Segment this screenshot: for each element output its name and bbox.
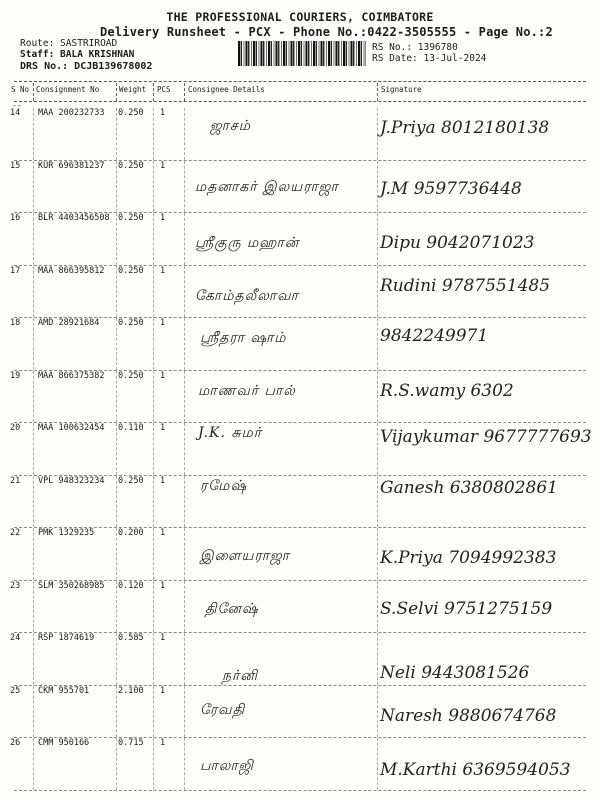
consignee-handwriting: ஸ்ரீகுரு மஹான் xyxy=(195,235,300,251)
signature-handwriting: Dipu 9042071023 xyxy=(380,233,535,253)
weight-value: 0.250 xyxy=(118,160,144,171)
column-separator xyxy=(33,266,34,318)
weight-value: 0.585 xyxy=(118,633,144,643)
column-separator xyxy=(153,318,154,370)
weight-value: 0.250 xyxy=(118,213,144,223)
row-sno: 20 xyxy=(10,423,21,433)
column-separator xyxy=(377,581,378,633)
table-row xyxy=(0,423,600,476)
column-separator xyxy=(153,161,154,213)
consignment-number: BLR 4403456508 xyxy=(38,213,110,223)
consignee-handwriting: கோம்தலீலாவா xyxy=(195,287,299,304)
consignment-number: KUR 696381237 xyxy=(38,160,105,171)
pcs-value: 1 xyxy=(160,370,166,381)
table-row xyxy=(0,213,600,266)
column-separator xyxy=(33,213,34,265)
table-row xyxy=(0,633,600,686)
table-row xyxy=(0,476,600,529)
column-separator xyxy=(153,423,154,475)
consignment-number: MAA 100632454 xyxy=(38,423,105,433)
column-separator xyxy=(184,633,185,685)
weight-value: 0.250 xyxy=(118,108,144,118)
column-separator xyxy=(153,108,154,160)
consignment-number: VPL 948323234 xyxy=(38,475,105,486)
barcode-image xyxy=(238,41,366,66)
column-separator xyxy=(116,423,117,475)
row-divider xyxy=(14,790,586,791)
weight-value: 0.110 xyxy=(118,423,144,433)
consignee-handwriting: பாலாஜி xyxy=(200,758,254,774)
weight-value: 0.200 xyxy=(118,528,144,538)
col-header-pcs: PCS xyxy=(157,85,171,94)
column-separator xyxy=(184,423,185,475)
column-separator xyxy=(116,581,117,633)
signature-handwriting: Neli 9443081526 xyxy=(380,663,530,683)
signature-handwriting: J.M 9597736448 xyxy=(380,178,522,199)
pcs-value: 1 xyxy=(160,423,166,433)
column-separator xyxy=(116,528,117,580)
company-title: THE PROFESSIONAL COURIERS, COIMBATORE xyxy=(166,10,434,24)
weight-value: 0.250 xyxy=(118,265,144,276)
column-separator xyxy=(184,581,185,633)
column-separator xyxy=(377,528,378,580)
column-separator xyxy=(153,476,154,528)
column-separator xyxy=(184,213,185,265)
table-row xyxy=(0,686,600,739)
column-separator xyxy=(33,371,34,423)
column-separator xyxy=(116,266,117,318)
pcs-value: 1 xyxy=(160,213,166,223)
column-separator xyxy=(33,633,34,685)
column-separator xyxy=(377,633,378,685)
consignee-handwriting: மதனாகர் இலயராஜா xyxy=(195,178,339,195)
row-sno: 16 xyxy=(10,213,21,223)
header-divider-bottom xyxy=(14,101,586,102)
signature-handwriting: Ganesh 6380802861 xyxy=(380,477,558,498)
consignment-number: SLM 350268985 xyxy=(38,580,105,591)
table-header xyxy=(0,85,600,99)
row-sno: 25 xyxy=(10,685,21,696)
column-separator xyxy=(33,476,34,528)
pcs-value: 1 xyxy=(160,318,166,328)
column-separator xyxy=(33,738,34,790)
drs-number: DRS No.: DCJB139678002 xyxy=(20,61,153,72)
signature-handwriting: J.Priya 8012180138 xyxy=(380,118,550,138)
pcs-value: 1 xyxy=(160,528,166,538)
column-separator xyxy=(377,371,378,423)
column-separator xyxy=(377,213,378,265)
consignee-handwriting: மாணவர் பால் xyxy=(198,382,296,399)
column-separator xyxy=(377,476,378,528)
col-header-sno: S No xyxy=(11,85,30,94)
signature-handwriting: K.Priya 7094992383 xyxy=(380,548,557,568)
consignee-handwriting: ஜாசம் xyxy=(210,118,252,134)
weight-value: 0.120 xyxy=(118,580,144,591)
col-header-signature: Signature xyxy=(381,85,422,94)
column-separator xyxy=(184,738,185,790)
col-header-consignment: Consignment No xyxy=(36,85,100,94)
column-separator xyxy=(377,266,378,318)
column-separator xyxy=(184,161,185,213)
pcs-value: 1 xyxy=(160,738,166,748)
weight-value: 0.715 xyxy=(118,738,144,748)
column-separator xyxy=(116,476,117,528)
column-separator xyxy=(116,738,117,790)
pcs-value: 1 xyxy=(160,685,166,696)
consignment-number: CKM 955701 xyxy=(38,685,90,696)
consignment-number: MAA 866395812 xyxy=(38,265,105,276)
signature-handwriting: Naresh 9880674768 xyxy=(380,705,557,726)
column-separator xyxy=(184,686,185,738)
consignment-number: AMD 28921684 xyxy=(38,318,100,328)
column-separator xyxy=(184,318,185,370)
consignee-handwriting: ஸ்ரீதரா ஷாம் xyxy=(200,330,287,346)
col-header-weight: Weight xyxy=(119,85,147,94)
row-sno: 21 xyxy=(10,475,21,486)
pcs-value: 1 xyxy=(160,580,166,591)
column-separator xyxy=(116,633,117,685)
column-separator xyxy=(184,371,185,423)
column-separator xyxy=(116,108,117,160)
column-separator xyxy=(33,318,34,370)
header-divider-top xyxy=(14,81,586,82)
column-separator xyxy=(184,476,185,528)
column-separator xyxy=(153,371,154,423)
pcs-value: 1 xyxy=(160,160,166,171)
column-separator xyxy=(153,738,154,790)
runsheet-title: Delivery Runsheet - PCX - Phone No.:0422-3505555 - Page No.:2 xyxy=(100,25,553,39)
row-sno: 24 xyxy=(10,633,21,643)
consignee-handwriting: ரேவதி xyxy=(200,701,246,718)
column-separator xyxy=(377,686,378,738)
signature-handwriting: Vijaykumar 9677777693 xyxy=(380,427,592,447)
consignment-number: MAA 866375382 xyxy=(38,370,105,381)
consignee-handwriting: ரமேஷ் xyxy=(200,477,248,494)
pcs-value: 1 xyxy=(160,108,166,118)
column-separator xyxy=(116,318,117,370)
table-row xyxy=(0,738,600,791)
column-separator xyxy=(33,686,34,738)
col-header-consignee: Consignee Details xyxy=(188,85,265,94)
consignment-number: PMK 1329235 xyxy=(38,528,95,538)
column-separator xyxy=(153,633,154,685)
column-separator xyxy=(33,161,34,213)
weight-value: 0.250 xyxy=(118,318,144,328)
rs-date: RS Date: 13-Jul-2024 xyxy=(372,53,487,64)
column-separator xyxy=(153,686,154,738)
staff-info: Staff: BALA KRISHNAN xyxy=(20,49,135,60)
column-separator xyxy=(377,738,378,790)
consignment-number: CMM 950166 xyxy=(38,738,90,748)
weight-value: 0.250 xyxy=(118,370,144,381)
column-separator xyxy=(184,108,185,160)
row-sno: 26 xyxy=(10,738,21,748)
table-row xyxy=(0,371,600,424)
column-separator xyxy=(184,528,185,580)
signature-handwriting: 9842249971 xyxy=(380,326,489,346)
column-separator xyxy=(33,528,34,580)
column-separator xyxy=(33,108,34,160)
column-separator xyxy=(184,266,185,318)
row-sno: 23 xyxy=(10,580,21,591)
column-separator xyxy=(377,423,378,475)
table-row xyxy=(0,581,600,634)
column-separator xyxy=(153,213,154,265)
header-dash-mark: -- xyxy=(12,101,22,110)
column-separator xyxy=(153,528,154,580)
consignment-number: MAA 200232733 xyxy=(38,108,105,118)
consignment-number: RSP 1874619 xyxy=(38,633,95,643)
pcs-value: 1 xyxy=(160,633,166,643)
table-row xyxy=(0,161,600,214)
column-separator xyxy=(116,371,117,423)
column-separator xyxy=(116,213,117,265)
rs-number: RS No.: 1396780 xyxy=(372,42,458,53)
row-sno: 15 xyxy=(10,160,21,171)
column-separator xyxy=(377,108,378,160)
consignee-handwriting: நர்னி xyxy=(222,668,259,684)
pcs-value: 1 xyxy=(160,265,166,276)
row-sno: 19 xyxy=(10,370,21,381)
row-sno: 22 xyxy=(10,528,21,538)
consignee-handwriting: இளையராஜா xyxy=(200,548,291,564)
consignee-handwriting: J.K. சுமர் xyxy=(198,425,263,441)
column-separator xyxy=(33,581,34,633)
column-separator xyxy=(377,161,378,213)
column-separator xyxy=(116,686,117,738)
table-row xyxy=(0,266,600,319)
row-sno: 18 xyxy=(10,318,21,328)
weight-value: 2.100 xyxy=(118,685,144,696)
signature-handwriting: S.Selvi 9751275159 xyxy=(380,598,553,619)
signature-handwriting: M.Karthi 6369594053 xyxy=(380,760,571,780)
table-row xyxy=(0,318,600,371)
route-info: Route: SASTRIROAD xyxy=(20,38,118,49)
pcs-value: 1 xyxy=(160,475,166,486)
signature-handwriting: R.S.wamy 6302 xyxy=(380,380,514,401)
column-separator xyxy=(377,318,378,370)
row-sno: 14 xyxy=(10,108,21,118)
table-row xyxy=(0,528,600,581)
signature-handwriting: Rudini 9787551485 xyxy=(380,275,551,296)
column-separator xyxy=(153,266,154,318)
column-separator xyxy=(153,581,154,633)
weight-value: 0.250 xyxy=(118,475,144,486)
table-row xyxy=(0,108,600,161)
row-sno: 17 xyxy=(10,265,21,276)
column-separator xyxy=(116,161,117,213)
column-separator xyxy=(33,423,34,475)
consignee-handwriting: தினேஷ் xyxy=(205,600,259,617)
